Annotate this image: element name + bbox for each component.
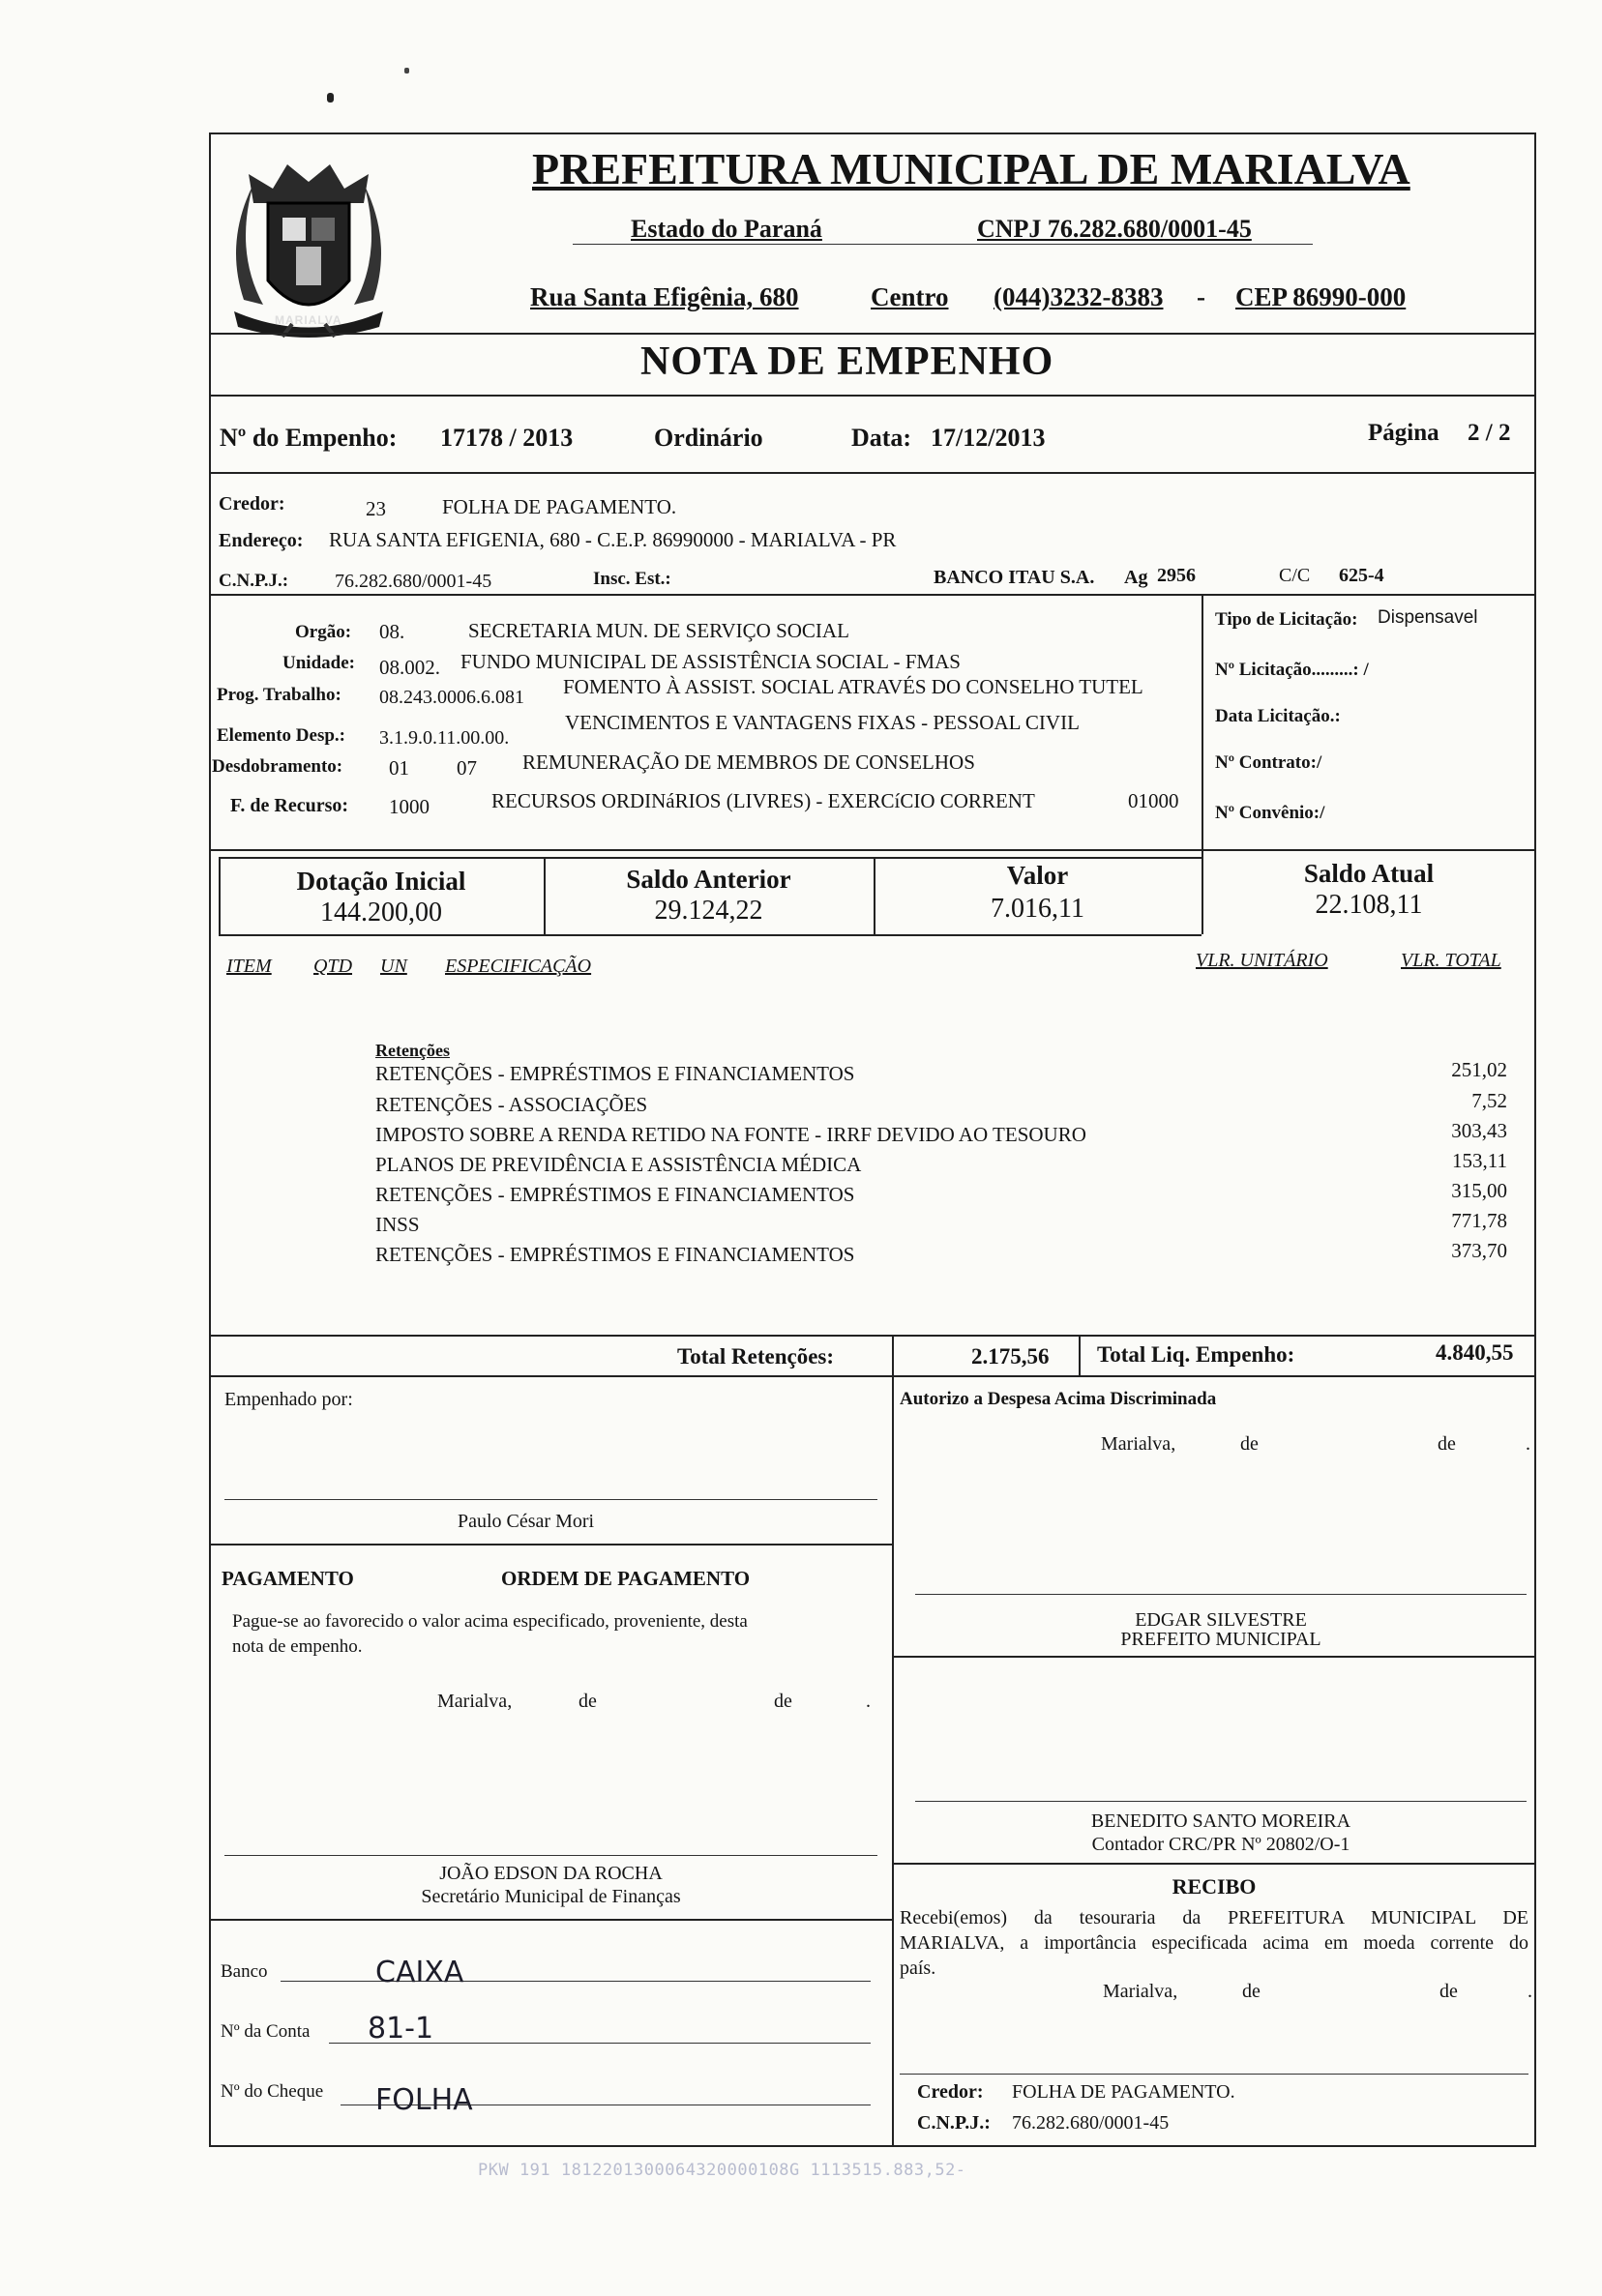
saldo-atual-label: Saldo Atual [1303, 859, 1435, 888]
licitacao-date: Data Licitação.: [1215, 706, 1341, 726]
rule-5 [209, 849, 1536, 851]
valor-value: 7.016,11 [991, 894, 1084, 924]
autorizo-de-1: de [1240, 1433, 1259, 1455]
col-spec: ESPECIFICAÇÃO [445, 956, 592, 977]
autorizo-title: Autorizo a Despesa Acima Discriminada [900, 1389, 1217, 1409]
retencao-description: PLANOS DE PREVIDÊNCIA E ASSISTÊNCIA MÉDICA [375, 1153, 862, 1176]
credor-code: 23 [366, 497, 386, 520]
balance-bottom-rule [219, 934, 1202, 936]
agency-number: 2956 [1157, 565, 1196, 586]
bottom-divider [892, 1375, 894, 2147]
conta-label: Nº da Conta [221, 2021, 311, 2042]
unidade-label: Unidade: [282, 653, 355, 673]
recibo-line-1: Recebi(emos) da tesouraria da PREFEITURA MUNICIPAL DE [900, 1907, 1528, 1928]
prog-code: 08.243.0006.6.081 [379, 687, 524, 708]
insc-label: Insc. Est.: [593, 569, 671, 589]
credor-footer-cnpj-label: C.N.P.J.: [917, 2112, 991, 2134]
convenio-number: Nº Convênio:/ [1215, 803, 1325, 823]
valor-label: Valor [1006, 861, 1069, 890]
prog-name: FOMENTO À ASSIST. SOCIAL ATRAVÉS DO CONSELHO TUTEL [563, 675, 1143, 698]
rule-2 [209, 395, 1536, 397]
retencao-description: IMPOSTO SOBRE A RENDA RETIDO NA FONTE - IRRF DEVIDO AO TESOURO [375, 1123, 1086, 1146]
col-item: ITEM [226, 956, 272, 977]
agency-label: Ag [1124, 567, 1148, 588]
recibo-city: Marialva, [1103, 1981, 1178, 2002]
recibo-de-2: de [1439, 1981, 1458, 2002]
col-qtd: QTD [313, 956, 353, 977]
dotacao-value: 144.200,00 [320, 898, 442, 927]
pagamento-city: Marialva, [437, 1691, 513, 1712]
prefeito-signature-line [915, 1594, 1527, 1595]
col-un: UN [380, 956, 407, 977]
retencao-value: 303,43 [1451, 1119, 1507, 1142]
autorizo-city: Marialva, [1101, 1433, 1176, 1455]
bank-authentication-stamp: PKW 191 1812201300064320000108G 1113515.883,52- [478, 2161, 966, 2180]
pagamento-dot: . [866, 1691, 871, 1712]
contador-signature-line [915, 1801, 1527, 1802]
prog-label: Prog. Trabalho: [217, 685, 341, 705]
empenho-date: 17/12/2013 [931, 424, 1046, 452]
orgao-code: 08. [379, 620, 405, 643]
total-liquido-value: 4.840,55 [1436, 1340, 1514, 1365]
pagamento-label: PAGAMENTO [222, 1567, 354, 1590]
orgao-label: Orgão: [295, 622, 352, 642]
pagamento-text-1: Pague-se ao favorecido o valor acima especificado, proveniente, desta [232, 1611, 748, 1632]
recurso-code: 1000 [389, 795, 430, 818]
cnpj-header: CNPJ 76.282.680/0001-45 [977, 215, 1252, 243]
recibo-signature-line [900, 2074, 1528, 2075]
retencao-value: 153,11 [1452, 1149, 1507, 1172]
banco-label: Banco [221, 1961, 268, 1982]
rule-9 [892, 1656, 1536, 1658]
banco-line [281, 1981, 871, 1982]
retencao-description: RETENÇÕES - EMPRÉSTIMOS E FINANCIAMENTOS [375, 1062, 855, 1085]
total-liquido-label: Total Liq. Empenho: [1097, 1342, 1295, 1367]
bank-name: BANCO ITAU S.A. [934, 567, 1095, 588]
recibo-line-2: MARIALVA, a importância especificada acima em moeda corrente do [900, 1932, 1528, 1954]
saldo-anterior-label: Saldo Anterior [626, 865, 791, 894]
credor-label: Credor: [219, 493, 285, 515]
elemento-name: VENCIMENTOS E VANTAGENS FIXAS - PESSOAL CIVIL [565, 711, 1080, 734]
desdobramento-label: Desdobramento: [212, 756, 343, 777]
empenho-number-label: Nº do Empenho: [220, 424, 398, 452]
empenhado-signature-line [224, 1499, 877, 1500]
rule-11 [209, 1919, 892, 1921]
retencao-value: 373,70 [1451, 1239, 1507, 1262]
secretario-signature-line [224, 1855, 877, 1856]
credor-footer-name: FOLHA DE PAGAMENTO. [1012, 2081, 1235, 2103]
retencao-value: 315,00 [1451, 1179, 1507, 1202]
municipal-crest [215, 145, 402, 339]
rule-6 [209, 1335, 1536, 1337]
scan-mark-1 [327, 93, 334, 103]
autorizo-de-2: de [1438, 1433, 1456, 1455]
col-unit-value: VLR. UNITÁRIO [1196, 950, 1328, 971]
desdobramento-name: REMUNERAÇÃO DE MEMBROS DE CONSELHOS [522, 751, 975, 774]
credor-footer-label: Credor: [917, 2081, 984, 2103]
contador-name: BENEDITO SANTO MOREIRA [1090, 1810, 1351, 1832]
retencao-value: 771,78 [1451, 1209, 1507, 1232]
empenho-type: Ordinário [654, 424, 763, 452]
page-number: 2 / 2 [1468, 420, 1511, 446]
empenho-date-label: Data: [851, 424, 912, 452]
tipo-licitacao-label: Tipo de Licitação: [1215, 609, 1358, 630]
pagamento-text-2: nota de empenho. [232, 1636, 363, 1657]
header-rule [573, 244, 1313, 245]
secretario-title: Secretário Municipal de Finanças [421, 1886, 681, 1907]
retencao-description: RETENÇÕES - EMPRÉSTIMOS E FINANCIAMENTOS [375, 1183, 855, 1206]
credor-footer-cnpj: 76.282.680/0001-45 [1012, 2112, 1170, 2134]
account-number: 625-4 [1339, 565, 1384, 586]
balance-top-rule [219, 857, 1202, 859]
elemento-code: 3.1.9.0.11.00.00. [379, 727, 510, 749]
recibo-dot: . [1528, 1981, 1532, 2002]
retencao-description: RETENÇÕES - EMPRÉSTIMOS E FINANCIAMENTOS [375, 1243, 855, 1266]
phone-label: (044)3232-8383 [994, 282, 1164, 311]
account-label: C/C [1279, 565, 1311, 586]
retencao-description: INSS [375, 1213, 420, 1236]
licitacao-number: Nº Licitação.........: / [1215, 660, 1369, 680]
rule-10 [892, 1863, 1536, 1865]
recurso-code-2: 01000 [1128, 789, 1179, 812]
autorizo-dot: . [1526, 1433, 1530, 1455]
rule-8 [209, 1544, 892, 1545]
scan-mark-2 [404, 68, 409, 74]
col-total-value: VLR. TOTAL [1401, 950, 1501, 971]
recibo-title: RECIBO [1172, 1874, 1257, 1899]
desdobramento-code-2: 07 [457, 756, 477, 780]
contador-title: Contador CRC/PR Nº 20802/O-1 [1091, 1834, 1350, 1855]
recibo-de-1: de [1242, 1981, 1261, 2002]
dotacao-label: Dotação Inicial [296, 867, 466, 896]
tipo-licitacao-value: Dispensavel [1378, 607, 1478, 628]
rule-3 [209, 472, 1536, 474]
pagamento-de-1: de [578, 1691, 597, 1712]
doc-title: NOTA DE EMPENHO [640, 339, 1054, 384]
orgao-name: SECRETARIA MUN. DE SERVIÇO SOCIAL [468, 619, 849, 642]
empenhado-label: Empenhado por: [224, 1389, 353, 1410]
saldo-anterior-value: 29.124,22 [654, 896, 763, 926]
recibo-line-3: país. [900, 1957, 936, 1979]
recurso-label: F. de Recurso: [230, 795, 349, 816]
retencao-description: RETENÇÕES - ASSOCIAÇÕES [375, 1093, 648, 1116]
page-label: Página [1368, 420, 1439, 446]
credor-address: RUA SANTA EFIGENIA, 680 - C.E.P. 86990000 - MARIALVA - PR [329, 528, 897, 551]
cnpj-label: C.N.P.J.: [219, 571, 289, 591]
rule-1 [209, 333, 1536, 335]
pagamento-de-2: de [774, 1691, 792, 1712]
state-label: Estado do Paraná [631, 215, 822, 243]
empenho-number: 17178 / 2013 [440, 424, 574, 452]
header-separator: - [1197, 282, 1205, 311]
total-retencoes-label: Total Retenções: [677, 1344, 835, 1369]
prefeito-name: EDGAR SILVESTRE [1135, 1609, 1307, 1631]
recurso-name: RECURSOS ORDINáRIOS (LIVRES) - EXERCíCIO CORRENT [491, 789, 1035, 812]
street-label: Rua Santa Efigênia, 680 [530, 282, 799, 311]
address-label: Endereço: [219, 530, 304, 551]
crest-ribbon-text: MARIALVA [275, 313, 342, 327]
unidade-code: 08.002. [379, 656, 440, 679]
retencao-value: 251,02 [1451, 1058, 1507, 1081]
banco-value: CAIXA [375, 1956, 464, 1989]
empenhado-name: Paulo César Mori [458, 1511, 595, 1532]
secretario-name: JOÃO EDSON DA ROCHA [439, 1863, 663, 1884]
credor-cnpj: 76.282.680/0001-45 [335, 571, 492, 592]
credor-name: FOLHA DE PAGAMENTO. [442, 495, 677, 518]
rule-4 [209, 594, 1536, 596]
page-title: PREFEITURA MUNICIPAL DE MARIALVA [532, 144, 1410, 193]
totals-divider-1 [892, 1335, 894, 1375]
retencoes-title: Retenções [375, 1041, 450, 1060]
district-label: Centro [871, 282, 949, 311]
cheque-value: FOLHA [375, 2083, 473, 2117]
total-retencoes-value: 2.175,56 [971, 1344, 1050, 1369]
budget-divider [1202, 594, 1203, 850]
ordem-pagamento-label: ORDEM DE PAGAMENTO [501, 1567, 751, 1590]
saldo-atual-value: 22.108,11 [1315, 890, 1423, 920]
prefeito-title: PREFEITO MUNICIPAL [1120, 1629, 1321, 1650]
contrato-number: Nº Contrato:/ [1215, 752, 1322, 773]
elemento-label: Elemento Desp.: [217, 725, 345, 746]
rule-7 [209, 1375, 1536, 1377]
desdobramento-code-1: 01 [389, 756, 409, 780]
unidade-name: FUNDO MUNICIPAL DE ASSISTÊNCIA SOCIAL - FMAS [460, 650, 961, 673]
cheque-label: Nº do Cheque [221, 2081, 324, 2102]
retencao-value: 7,52 [1471, 1089, 1507, 1112]
totals-divider-2 [1079, 1335, 1081, 1375]
conta-value: 81-1 [368, 2012, 434, 2046]
cep-label: CEP 86990-000 [1235, 282, 1407, 311]
